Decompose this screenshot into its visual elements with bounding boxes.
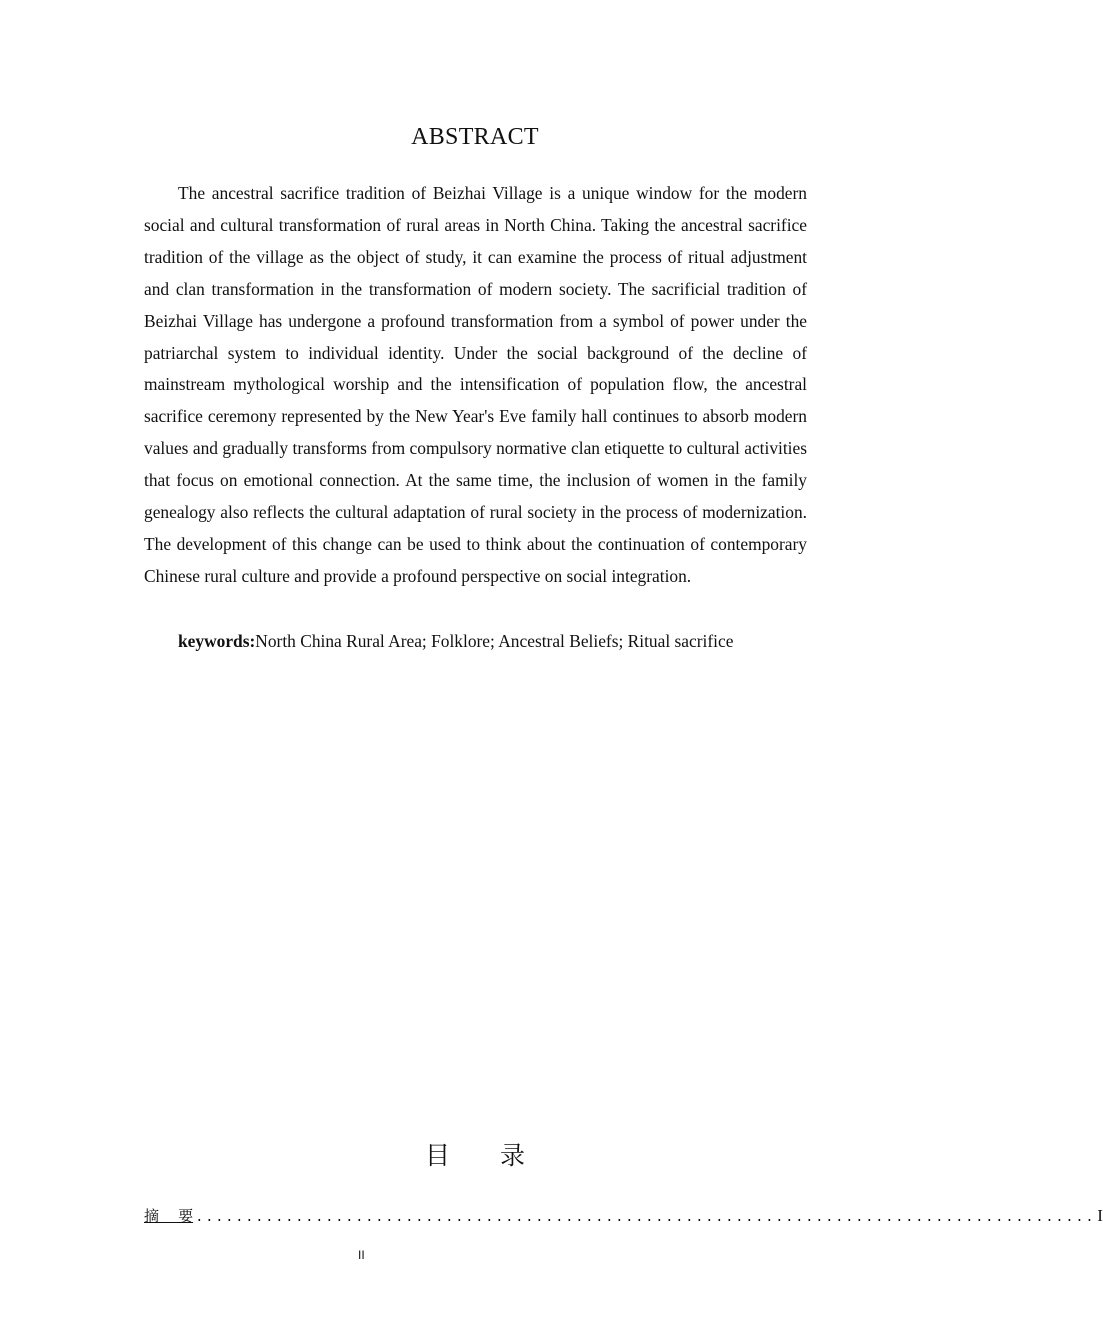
abstract-body: The ancestral sacrifice tradition of Beizhai Village is a unique window for the modern social and cultural transformation of rural areas in North China. Taking the ancestral sacrifice tradition of the village as the object of study, it can examine the process of ritual adjustment and clan transformation in the transformation of modern society. The sacrificial tradition of Beizhai Village has undergone a profound transformation from a symbol of power under the patriarchal system to individual identity. Under the social background of the decline of mainstream mythological worship and the intensification of population flow, the ancestral sacrifice ceremony represented by the New Year's Eve family hall continues to absorb modern values and gradually transforms from compulsory normative clan etiquette to cultural activities that focus on emotional connection. At the same time, the inclusion of women in the family genealogy also reflects the cultural adaptation of rural society in the process of modernization. The development of this change can be used to think about the continuation of contemporary Chinese rural culture and provide a profound perspective on social integration. [144, 183, 807, 586]
abstract-title: ABSTRACT [411, 124, 539, 150]
toc-title [0, 1136, 950, 1172]
keywords-line [178, 626, 818, 658]
page-number: II [358, 1248, 365, 1262]
toc-title-char-1: 目 [424, 1141, 450, 1170]
toc-entry-page: I [1097, 1206, 1103, 1225]
keywords-label: keywords: [178, 631, 256, 651]
keywords-text: North China Rural Area; Folklore; Ancestral Beliefs; Ritual sacrifice [255, 631, 734, 651]
toc-entry-leader-dots: .......................................................................................... [195, 1210, 1096, 1226]
toc-title-char-2: 录 [500, 1141, 526, 1170]
toc-entry-label: 摘 要 [144, 1207, 194, 1225]
toc-entry-abstract[interactable] [144, 1200, 1103, 1226]
